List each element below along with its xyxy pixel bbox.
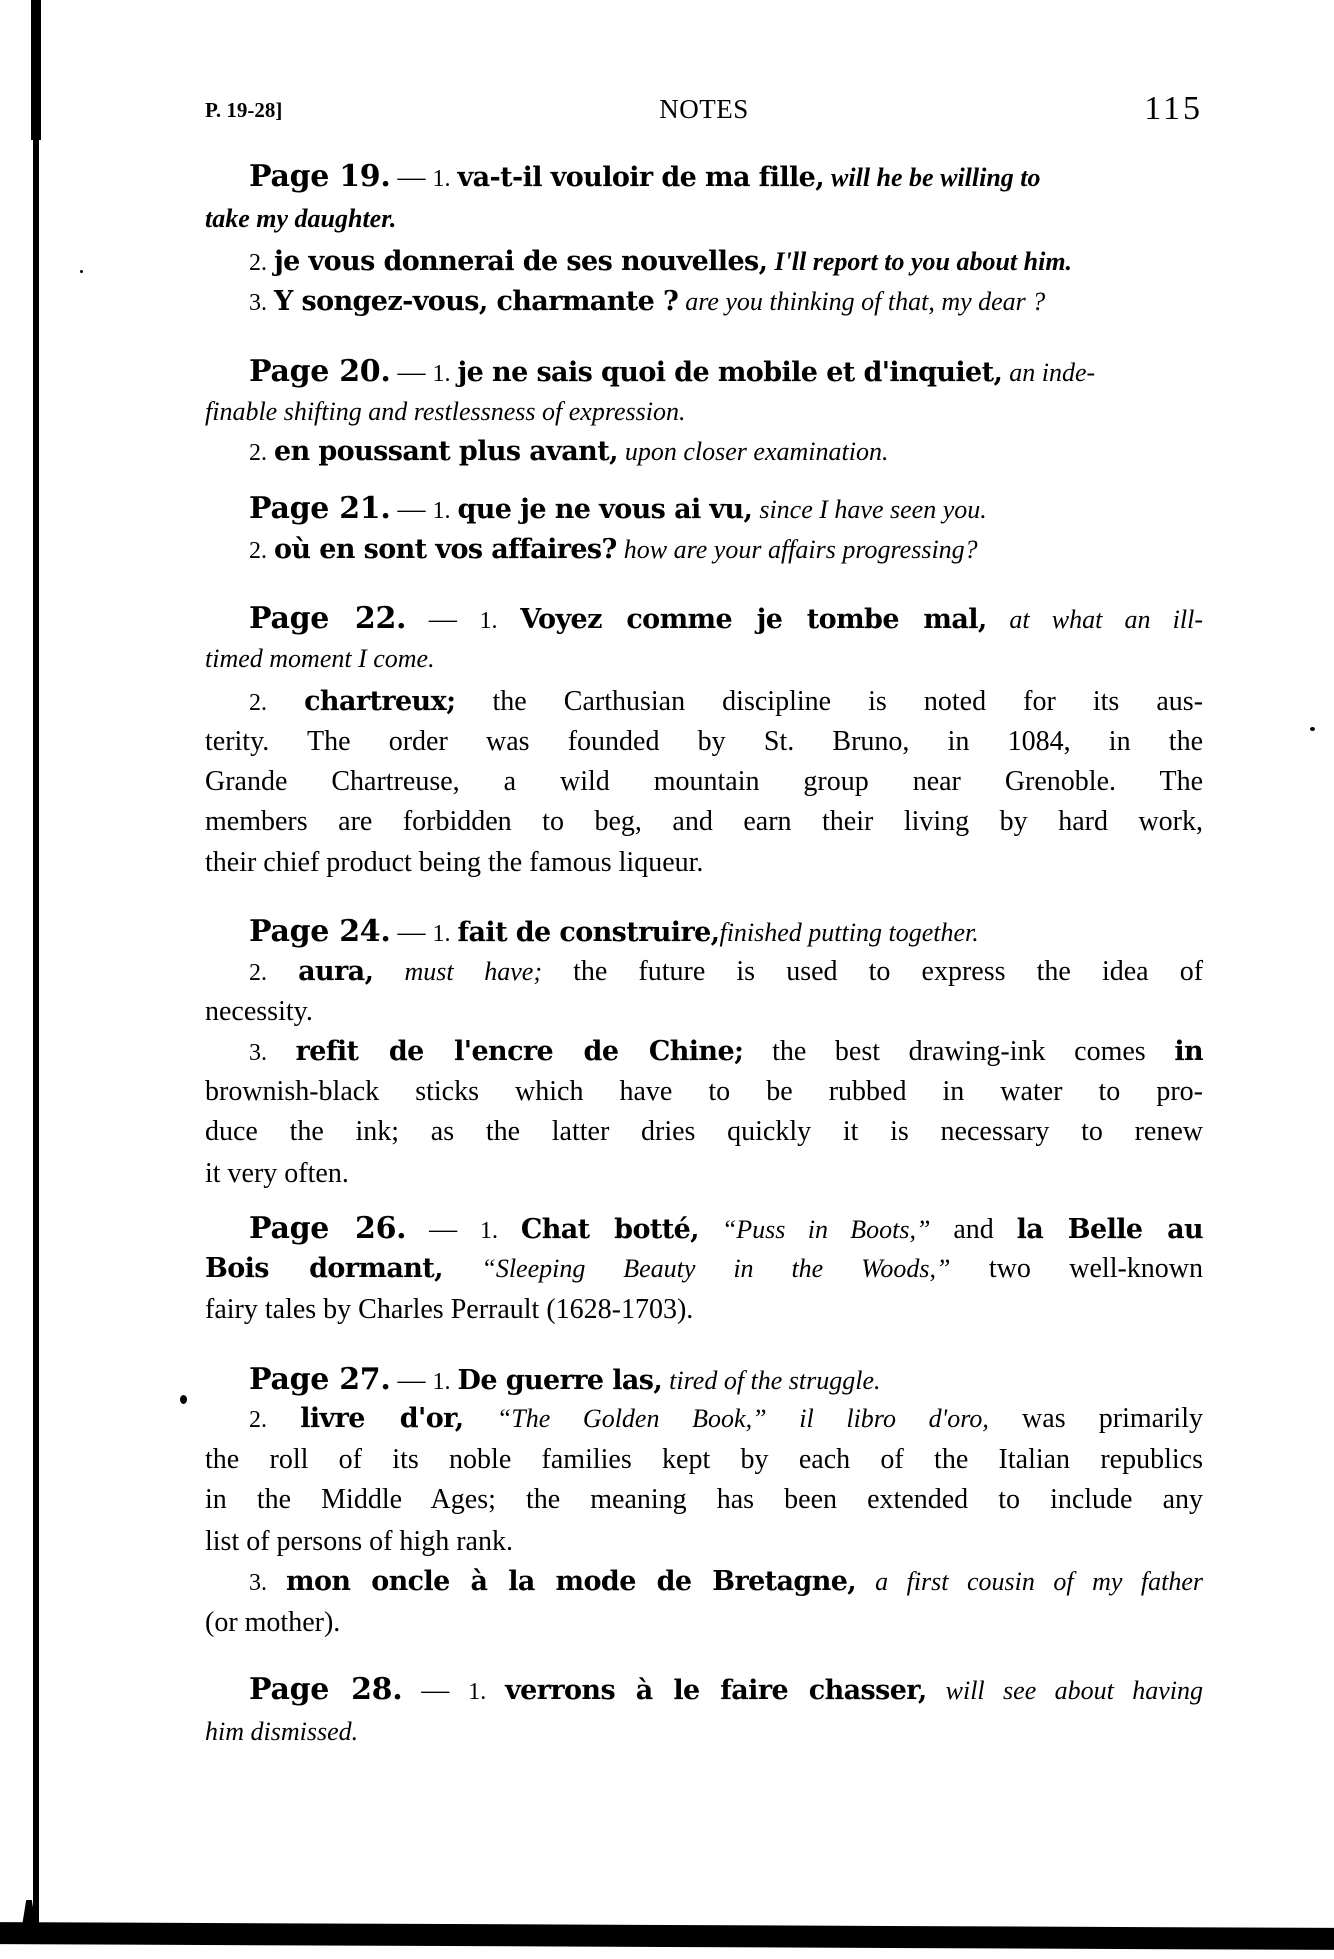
page-edge-shadow (33, 0, 39, 1935)
english-gloss: will he be willing to (831, 163, 1041, 192)
dash: — (390, 917, 433, 948)
note-line (205, 1673, 1203, 1709)
note-line (205, 642, 1203, 676)
french-phrase: refit de l'encre de Chine; (295, 1036, 744, 1067)
french-phrase: chartreux; (304, 686, 456, 717)
french-phrase: verrons à le faire chasser, (505, 1675, 927, 1706)
english-gloss: since I have seen you. (759, 495, 987, 524)
note-line (205, 1212, 1203, 1248)
english-gloss: “Sleeping Beauty in the Woods,” (481, 1254, 951, 1283)
note-text: the Carthusian discipline is noted for its aus- (492, 686, 1204, 717)
note-text: members are forbidden to beg, and earn their living by hard work, (205, 806, 1203, 837)
page-number: 115 (1144, 90, 1203, 127)
english-gloss: finable shifting and restlessness of expression. (205, 397, 686, 426)
scan-bottom-edge (0, 1922, 1334, 1950)
note-line (205, 1293, 1203, 1327)
french-phrase: De guerre las, (457, 1365, 663, 1396)
note-number: 2. (249, 440, 267, 466)
dash: — (390, 1365, 433, 1396)
dash: — (402, 1675, 469, 1706)
english-gloss: how are your affairs progressing? (623, 535, 978, 564)
note-number: 1. (432, 1369, 451, 1395)
note-number: 1. (432, 166, 451, 192)
note-line (205, 1525, 1203, 1559)
note-number: 1. (468, 1679, 487, 1705)
note-line (205, 492, 1203, 528)
english-gloss: timed moment I come. (205, 644, 435, 673)
english-gloss: I'll report to you about him. (774, 247, 1073, 276)
note-line (205, 160, 1203, 196)
scan-speck (80, 270, 83, 273)
dash: — (406, 1214, 480, 1245)
note-number: 3. (249, 1570, 267, 1596)
note-text: terity. The order was founded by St. Bruno, in 1084, in the (205, 726, 1203, 757)
note-number: 2. (249, 690, 267, 716)
french-phrase: Voyez comme je tombe mal, (520, 604, 987, 635)
english-gloss: finished putting together. (719, 918, 979, 947)
dash: — (390, 494, 433, 525)
french-phrase: livre d'or, (300, 1403, 464, 1434)
note-number: 2. (249, 960, 267, 986)
note-page-label: Page 22. (249, 601, 407, 636)
note-page-label: Page 26. (249, 1211, 407, 1246)
note-line (205, 435, 1203, 470)
note-line (205, 1035, 1203, 1070)
note-number: 1. (479, 608, 498, 634)
note-line (205, 355, 1203, 391)
scan-speck (180, 1395, 187, 1404)
note-number: 3. (249, 1040, 267, 1066)
note-text: list of persons of high rank. (205, 1526, 513, 1557)
note-line (205, 1075, 1203, 1109)
note-text: the roll of its noble families kept by each of the Italian republics (205, 1444, 1203, 1475)
note-number: 3. (249, 290, 267, 316)
english-gloss: “Puss in Boots,” (721, 1215, 931, 1244)
note-line (205, 1252, 1203, 1286)
english-gloss: a first cousin of my father (875, 1567, 1204, 1596)
french-phrase: Chat botté, (520, 1214, 699, 1245)
dash: — (390, 162, 433, 193)
note-line (205, 915, 1203, 951)
note-text: duce the ink; as the latter dries quickly it is necessary to renew (205, 1116, 1203, 1147)
note-line (205, 1443, 1203, 1477)
french-phrase: en poussant plus avant, (274, 436, 618, 467)
note-page-label: Page 21. (249, 491, 391, 526)
note-text: Grande Chartreuse, a wild mountain group near Grenoble. The (205, 766, 1203, 797)
note-text: (or mother). (205, 1607, 341, 1638)
french-phrase: que je ne vous ai vu, (457, 494, 753, 525)
note-line (205, 955, 1203, 990)
english-gloss: an inde- (1009, 358, 1096, 387)
note-text: was primarily (1022, 1403, 1203, 1434)
note-line (205, 1565, 1203, 1600)
note-line (205, 765, 1203, 799)
note-line (205, 685, 1203, 720)
french-phrase: où en sont vos affaires? (274, 534, 617, 565)
note-text: in the Middle Ages; the meaning has been extended to include any (205, 1484, 1203, 1515)
note-text: their chief product being the famous liqueur. (205, 847, 704, 878)
note-line (205, 1115, 1203, 1149)
english-gloss: are you thinking of that, my dear ? (685, 287, 1046, 316)
note-line (205, 533, 1203, 568)
note-text: necessity. (205, 996, 313, 1027)
note-line (205, 602, 1203, 638)
note-number: 1. (432, 498, 451, 524)
note-page-label: Page 28. (249, 1672, 403, 1707)
note-number: 1. (432, 361, 451, 387)
running-head (205, 92, 1203, 128)
french-phrase: va-t-il vouloir de ma fille, (457, 162, 825, 193)
french-phrase: Bois dormant, (205, 1253, 443, 1284)
note-text: brownish-black sticks which have to be rubbed in water to pro- (205, 1076, 1203, 1107)
dash: — (406, 604, 480, 635)
french-phrase: mon oncle à la mode de Bretagne, (286, 1566, 857, 1597)
note-page-label: Page 24. (249, 914, 391, 949)
note-line (205, 285, 1203, 320)
note-page-label: Page 19. (249, 159, 391, 194)
english-gloss: upon closer examination. (624, 437, 889, 466)
english-gloss: him dismissed. (205, 1717, 359, 1746)
note-line (205, 202, 1203, 236)
note-line (205, 805, 1203, 839)
note-text: the future is used to express the idea of (573, 956, 1204, 987)
french-phrase: je ne sais quoi de mobile et d'inquiet, (457, 357, 1003, 388)
note-line (205, 846, 1203, 880)
french-phrase: je vous donnerai de ses nouvelles, (274, 246, 768, 277)
note-page-label: Page 20. (249, 354, 391, 389)
note-number: 2. (249, 538, 267, 564)
note-line (205, 1606, 1203, 1640)
note-number: 2. (249, 250, 267, 276)
english-gloss: at what an ill- (1009, 605, 1203, 634)
note-line (205, 1157, 1203, 1191)
note-line (205, 995, 1203, 1029)
note-number: 1. (432, 921, 451, 947)
scan-speck (1310, 727, 1315, 731)
english-gloss: take my daughter. (205, 204, 397, 233)
note-line (205, 1715, 1203, 1749)
note-line (205, 1363, 1203, 1399)
note-text: the best drawing-ink comes (772, 1036, 1146, 1067)
note-line (205, 725, 1203, 759)
note-text: two well-known (988, 1253, 1204, 1284)
note-number: 2. (249, 1407, 267, 1433)
french-phrase: Y songez-vous, charmante ? (274, 286, 679, 317)
note-text: in (1174, 1036, 1204, 1067)
note-text: it very often. (205, 1158, 349, 1189)
french-phrase: la Belle au (1016, 1214, 1204, 1245)
dash: — (390, 357, 433, 388)
note-line (205, 245, 1203, 280)
page-range: P. 19-28] (205, 98, 283, 122)
english-gloss: “The Golden Book,” il libro d'oro, (496, 1404, 989, 1433)
note-line (205, 395, 1203, 429)
french-phrase: fait de construire, (457, 917, 720, 948)
english-gloss: must have; (404, 957, 542, 986)
english-gloss: tired of the struggle. (669, 1366, 881, 1395)
french-phrase: aura, (298, 956, 374, 987)
section-title: NOTES (659, 94, 749, 124)
english-gloss: will see about having (945, 1676, 1204, 1705)
note-text: fairy tales by Charles Perrault (1628-1703). (205, 1294, 694, 1325)
note-number: 1. (480, 1218, 498, 1244)
note-line (205, 1402, 1203, 1437)
note-text: and (953, 1214, 994, 1245)
note-line (205, 1483, 1203, 1517)
note-page-label: Page 27. (249, 1362, 391, 1397)
